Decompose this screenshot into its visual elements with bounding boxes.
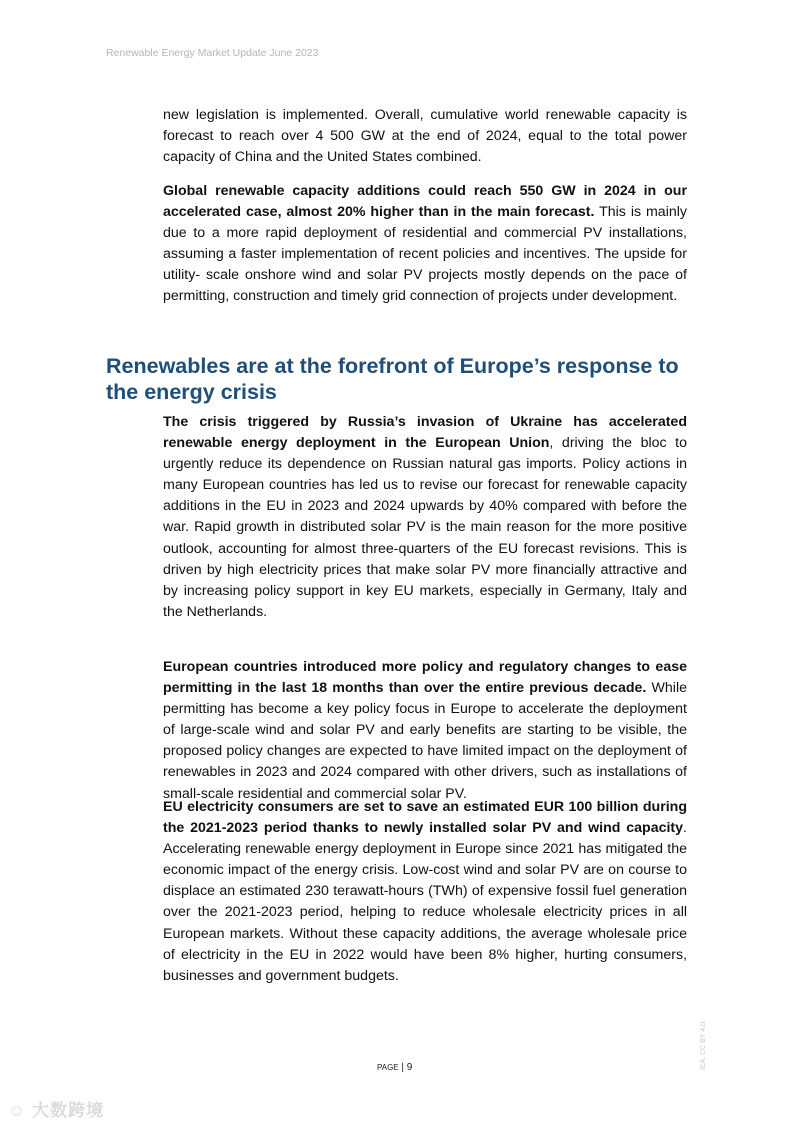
paragraph-text: , driving the bloc to urgently reduce its dependence on Russian natural gas imports. Policy actions in many European countries has led us to revise our forecast for renewable capacity additions in the EU in 2023 and 2024 upwards by 40% compared with before the war. Rapid growth in distributed solar PV is the main reason for the more positive outlook, accounting for almost three-quarters of the EU forecast revisions. This is driven by high electricity prices that make solar PV more financially attractive and by increasing policy support in key EU markets, especially in Germany, Italy and the Netherlands. [163,435,687,620]
section-heading: Renewables are at the forefront of Europe’s response to the energy crisis [106,354,679,404]
page-number-value: 9 [406,1062,413,1073]
watermark-icon: ☺ [8,1101,27,1120]
section-paragraph-1 [163,412,687,623]
running-header: Renewable Energy Market Update June 2023 [106,47,319,59]
page-separator: | [398,1062,407,1073]
intro-paragraph-1 [163,105,687,168]
section-paragraph-2 [163,657,687,805]
page-label: PAGE [377,1063,399,1072]
paragraph-lead-bold: The crisis triggered by Russia’s invasion of Ukraine has accelerated renewable energy deployment in the European Union [163,414,687,452]
section-paragraph-3 [163,797,687,987]
page-number [377,1062,412,1073]
paragraph-text: This is mainly due to a more rapid deployment of residential and commercial PV installations, assuming a faster implementation of recent policies and incentives. The upside for utility- scale onshore wind and solar PV projects mostly depends on the pace of permitting, construction and timely grid connection of projects under development. [163,204,687,305]
paragraph-lead-bold: Global renewable capacity additions could reach 550 GW in 2024 in our accelerated case, almost 20% higher than in the main forecast. [163,183,687,221]
license-note: IEA. CC BY 4.0. [700,1020,707,1071]
watermark-text: 大数跨境 [32,1101,105,1120]
paragraph-lead-bold: European countries introduced more policy and regulatory changes to ease permitting in the last 18 months than over the entire previous decade. [163,659,687,697]
watermark-logo [8,1096,104,1121]
paragraph-text: While permitting has become a key policy focus in Europe to accelerate the deployment of large-scale wind and solar PV and early benefits are starting to be visible, the proposed policy changes are expected to have limited impact on the deployment of renewables in 2023 and 2024 compared with other drivers, such as installations of small-scale residential and commercial solar PV. [163,680,687,802]
paragraph-lead-bold: EU electricity consumers are set to save an estimated EUR 100 billion during the 2021-2023 period thanks to newly installed solar PV and wind capacity [163,799,687,837]
paragraph-text: . Accelerating renewable energy deployment in Europe since 2021 has mitigated the economic impact of the energy crisis. Low-cost wind and solar PV are on course to displace an estimated 230 terawatt-hours (TWh) of expensive fossil fuel generation over the 2021-2023 period, helping to reduce wholesale electricity prices in all European markets. Without these capacity additions, the average wholesale price of electricity in the EU in 2022 would have been 8% higher, hurting consumers, businesses and government budgets. [163,820,687,984]
paragraph-text: new legislation is implemented. Overall, cumulative world renewable capacity is forecast to reach over 4 500 GW at the end of 2024, equal to the total power capacity of China and the United States combined. [163,107,687,166]
intro-paragraph-2 [163,181,687,308]
